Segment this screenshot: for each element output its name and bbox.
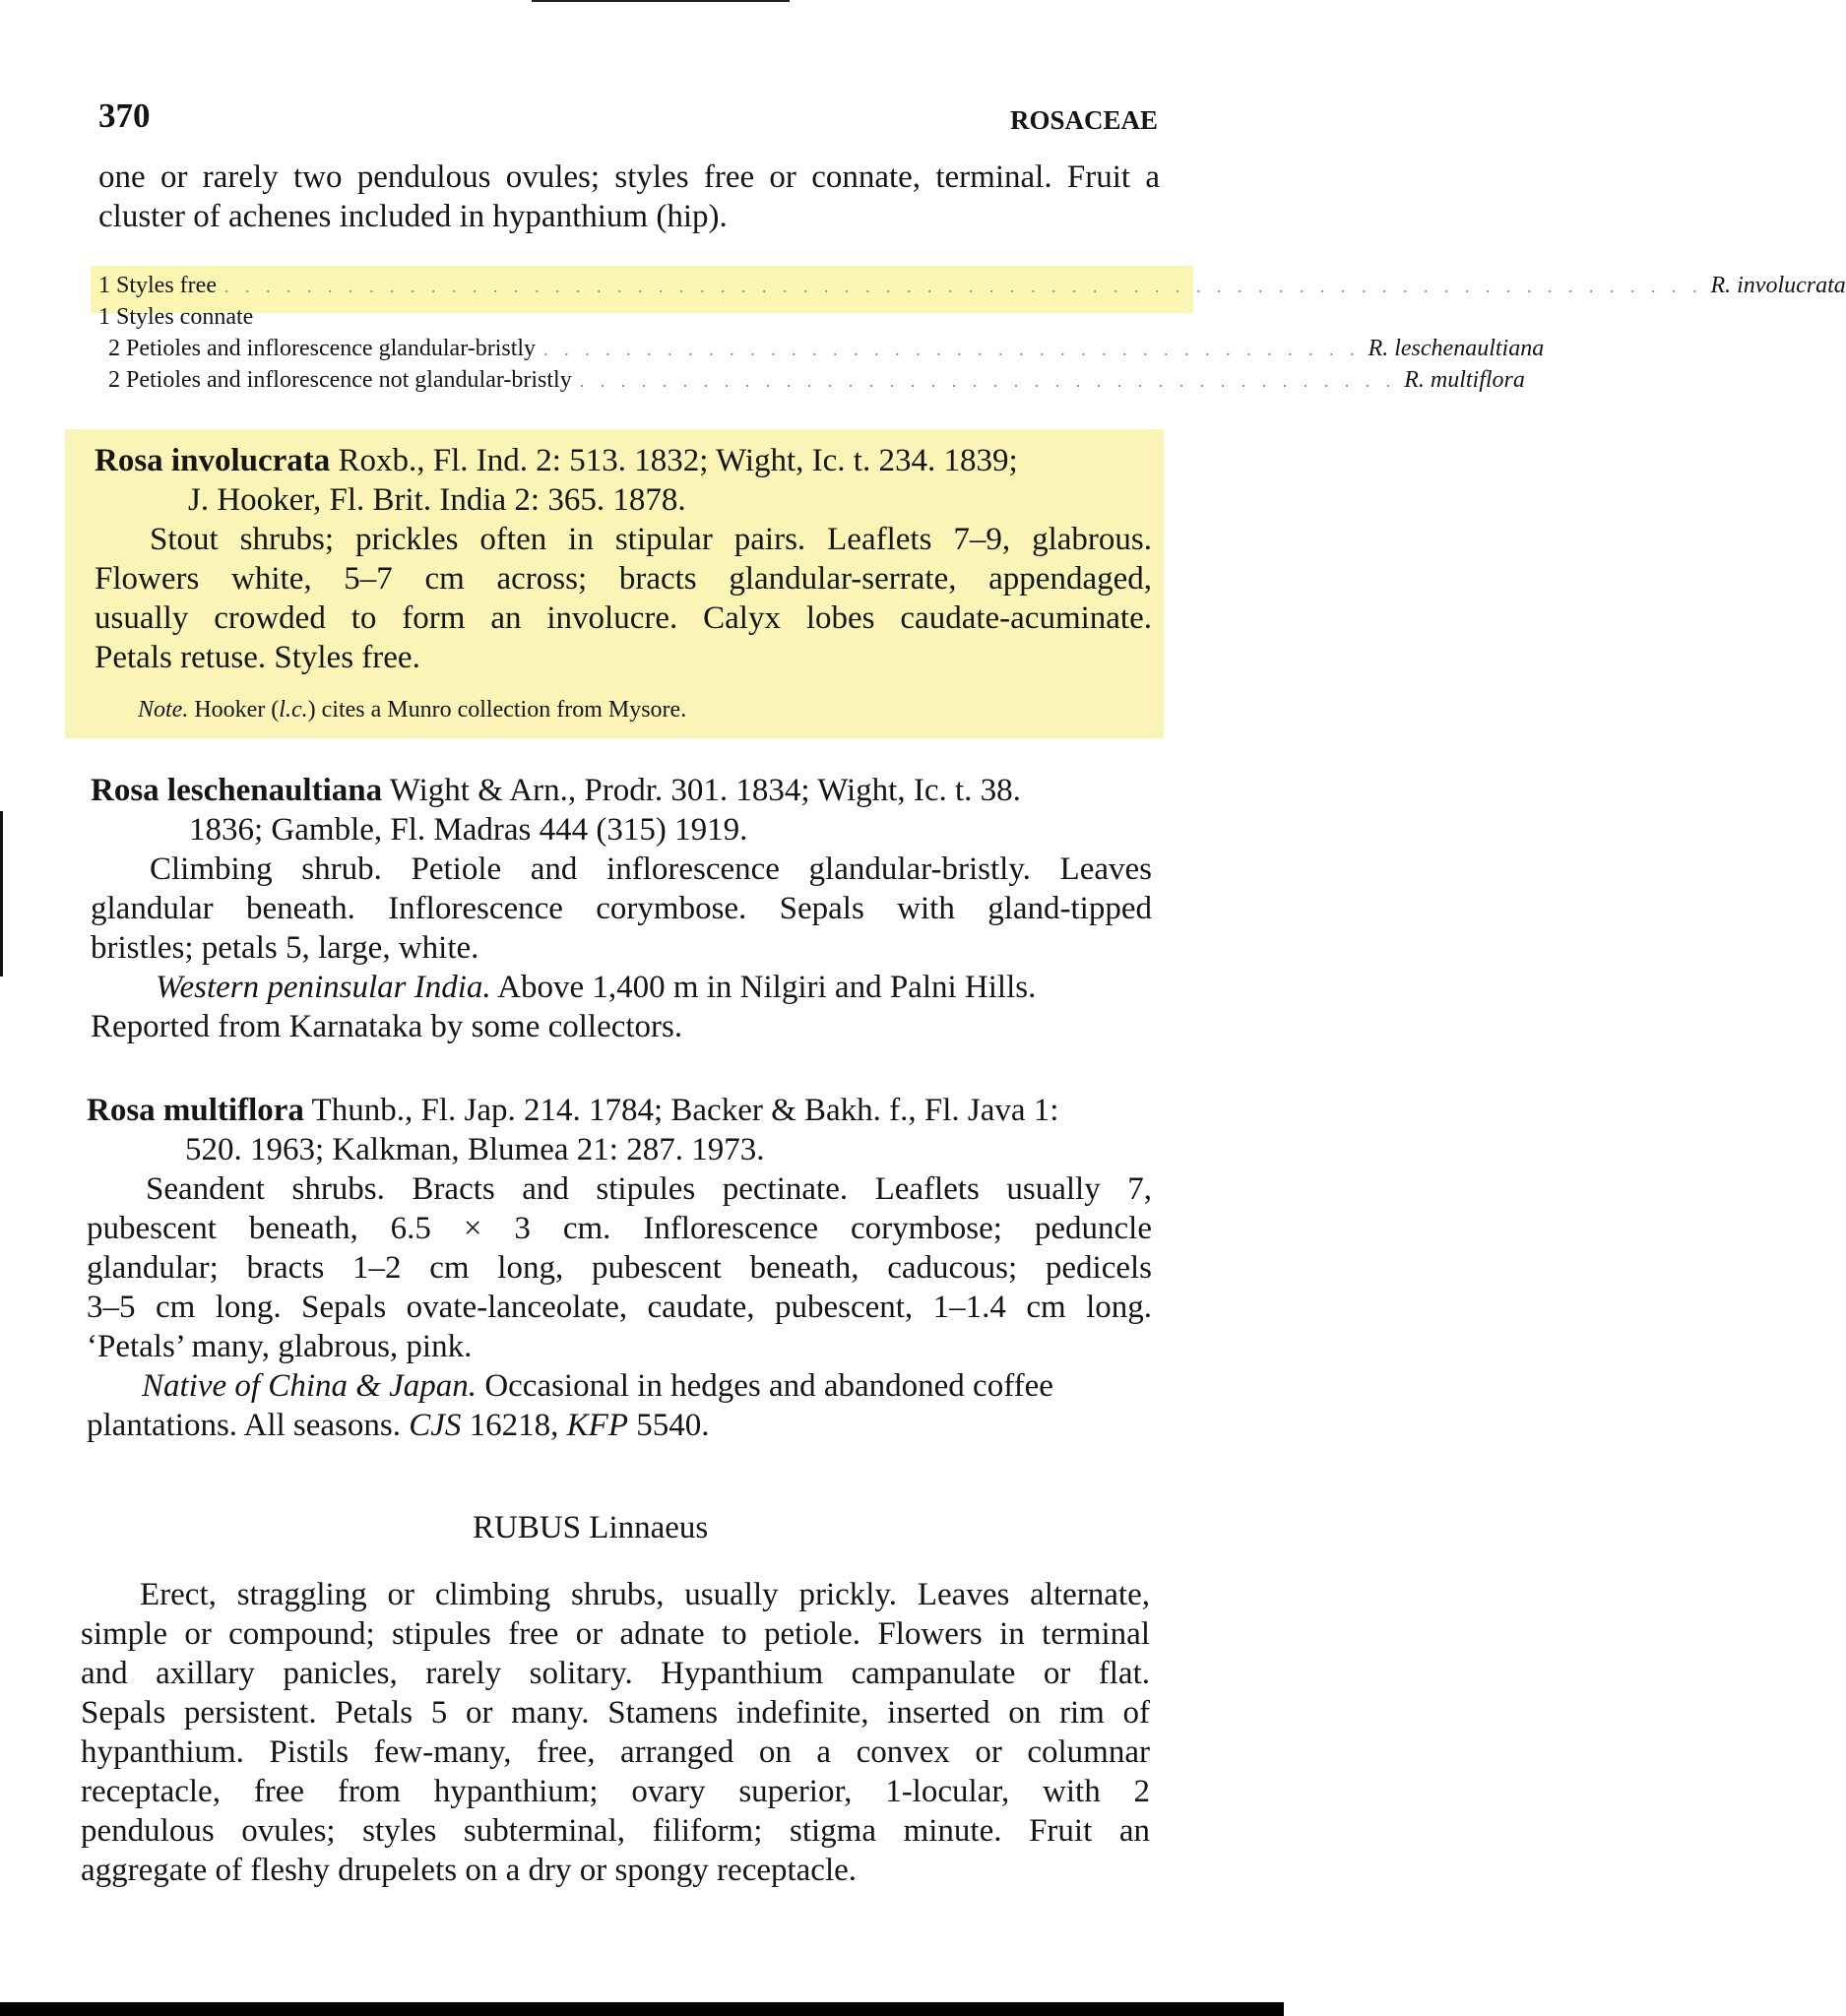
distribution xyxy=(87,1406,1152,1445)
description-line: 3–5 cm long. Sepals ovate-lanceolate, caudate, pubescent, 1–1.4 cm long. xyxy=(87,1290,1152,1325)
citation: Roxb., Fl. Ind. 2: 513. 1832; Wight, Ic. t. 234. 1839; xyxy=(330,443,1018,478)
top-rule xyxy=(532,0,790,2)
note xyxy=(95,695,1152,724)
key-lead: 2 Petioles and inflorescence not glandular-bristly xyxy=(108,367,572,393)
description-line: Erect, straggling or climbing shrubs, usually prickly. Leaves alternate, xyxy=(140,1577,1150,1612)
key-lead: 2 Petioles and inflorescence glandular-bristly xyxy=(108,336,537,361)
distribution-text: 5540. xyxy=(627,1408,710,1443)
note-ref: l.c. xyxy=(279,697,308,723)
collection-code: KFP xyxy=(566,1408,628,1443)
rubus-description xyxy=(81,1575,1150,1890)
citation: Wight & Arn., Prodr. 301. 1834; Wight, Ic. t. 38. xyxy=(382,773,1021,808)
citation: J. Hooker, Fl. Brit. India 2: 365. 1878. xyxy=(188,482,686,518)
description-line: glandular beneath. Inflorescence corymbose. Sepals with gland-tipped xyxy=(91,891,1152,926)
collection-code: CJS xyxy=(409,1408,462,1443)
description-line: Climbing shrub. Petiole and inflorescence glandular-bristly. Leaves xyxy=(150,851,1152,887)
entry-rosa-leschenaultiana xyxy=(91,771,1152,1046)
key-lead: 1 Styles connate xyxy=(98,304,254,330)
entry-heading xyxy=(91,771,1152,810)
entry-rosa-multiflora xyxy=(87,1091,1152,1445)
description-line: Flowers white, 5–7 cm across; bracts glandular-serrate, appendaged, xyxy=(95,561,1152,597)
description-line: usually crowded to form an involucre. Calyx lobes caudate-acuminate. xyxy=(95,600,1152,636)
citation: 520. 1963; Kalkman, Blumea 21: 287. 1973. xyxy=(185,1132,765,1167)
key-leader-dots: . . . . . . . . . . . . . . . . . . . . . . . . . . . . . . . . . . . . . . . . . . . . . . . . . . . . . . . . . . . . . . . . . . . . . . . . xyxy=(223,277,1703,296)
note-label: Note. xyxy=(138,697,189,723)
distribution-label: Western peninsular India. xyxy=(156,970,491,1005)
key-leader-dots: . . . . . . . . . . . . . . . . . . . . . . . . . . . . . . . . . . . . . . . . xyxy=(543,340,1361,359)
description-line: ‘Petals’ many, glabrous, pink. xyxy=(87,1329,473,1364)
key-taxon: R. multiflora xyxy=(1404,367,1525,393)
description-line: pendulous ovules; styles subterminal, filiform; stigma minute. Fruit an xyxy=(81,1813,1150,1849)
description-line: Seandent shrubs. Bracts and stipules pectinate. Leaflets usually 7, xyxy=(146,1171,1152,1207)
key-row xyxy=(98,333,1545,364)
species-key xyxy=(98,270,1846,396)
key-row xyxy=(98,301,1157,333)
species-name: Rosa involucrata xyxy=(95,443,331,478)
distribution xyxy=(91,968,1152,1007)
left-margin-mark xyxy=(0,811,3,976)
note-text: ) cites a Munro collection from Mysore. xyxy=(307,697,687,723)
key-row xyxy=(98,364,1525,396)
entry-rosa-involucrata xyxy=(95,441,1152,724)
key-taxon: R. involucrata xyxy=(1710,273,1846,298)
distribution-label: Native of China & Japan. xyxy=(142,1368,477,1404)
key-leader-dots: . . . . . . . . . . . . . . . . . . . . . . . . . . . . . . . . . . . . . . . . xyxy=(579,371,1397,391)
description-line: receptacle, free from hypanthium; ovary superior, 1-locular, with 2 xyxy=(81,1774,1150,1809)
page-number: 370 xyxy=(98,96,151,135)
note-text: Hooker ( xyxy=(188,697,280,723)
description-line: simple or compound; stipules free or adnate to petiole. Flowers in terminal xyxy=(81,1616,1150,1652)
intro-line-2: cluster of achenes included in hypanthium (hip). xyxy=(98,199,728,234)
intro-line-1: one or rarely two pendulous ovules; styles free or connate, terminal. Fruit a xyxy=(98,159,1160,195)
bottom-scan-edge xyxy=(0,2002,1284,2016)
entry-heading xyxy=(87,1091,1152,1130)
distribution-text: 16218, xyxy=(461,1408,567,1443)
description-line: glandular; bracts 1–2 cm long, pubescent beneath, caducous; pedicels xyxy=(87,1250,1152,1286)
species-name: Rosa multiflora xyxy=(87,1093,304,1128)
key-taxon: R. leschenaultiana xyxy=(1368,336,1545,361)
description-line: hypanthium. Pistils few-many, free, arranged on a convex or columnar xyxy=(81,1734,1150,1770)
species-name: Rosa leschenaultiana xyxy=(91,773,383,808)
running-head: ROSACEAE xyxy=(1010,105,1159,135)
key-row xyxy=(98,270,1846,301)
intro-paragraph xyxy=(98,158,1160,236)
description-line: and axillary panicles, rarely solitary. Hypanthium campanulate or flat. xyxy=(81,1656,1150,1691)
citation: 1836; Gamble, Fl. Madras 444 (315) 1919. xyxy=(189,812,748,848)
description-line: Stout shrubs; prickles often in stipular pairs. Leaflets 7–9, glabrous. xyxy=(150,522,1152,557)
description-line: Sepals persistent. Petals 5 or many. Stamens indefinite, inserted on rim of xyxy=(81,1695,1150,1731)
distribution-text: Occasional in hedges and abandoned coffee xyxy=(477,1368,1053,1404)
distribution-text: Above 1,400 m in Nilgiri and Palni Hills. xyxy=(490,970,1037,1005)
distribution-text: Reported from Karnataka by some collectors. xyxy=(91,1009,683,1044)
description-line: bristles; petals 5, large, white. xyxy=(91,930,479,966)
distribution xyxy=(87,1366,1152,1406)
genus-name: RUBUS xyxy=(473,1510,582,1545)
distribution-text: plantations. All seasons. xyxy=(87,1408,410,1443)
genus-heading xyxy=(473,1508,708,1547)
description-line: pubescent beneath, 6.5 × 3 cm. Inflorescence corymbose; peduncle xyxy=(87,1211,1152,1246)
genus-author: Linnaeus xyxy=(581,1510,709,1545)
citation: Thunb., Fl. Jap. 214. 1784; Backer & Bakh. f., Fl. Java 1: xyxy=(303,1093,1059,1128)
description-line: Petals retuse. Styles free. xyxy=(95,640,420,675)
key-lead: 1 Styles free xyxy=(98,273,217,298)
description-line: aggregate of fleshy drupelets on a dry or spongy receptacle. xyxy=(81,1853,858,1888)
entry-heading xyxy=(95,441,1152,480)
